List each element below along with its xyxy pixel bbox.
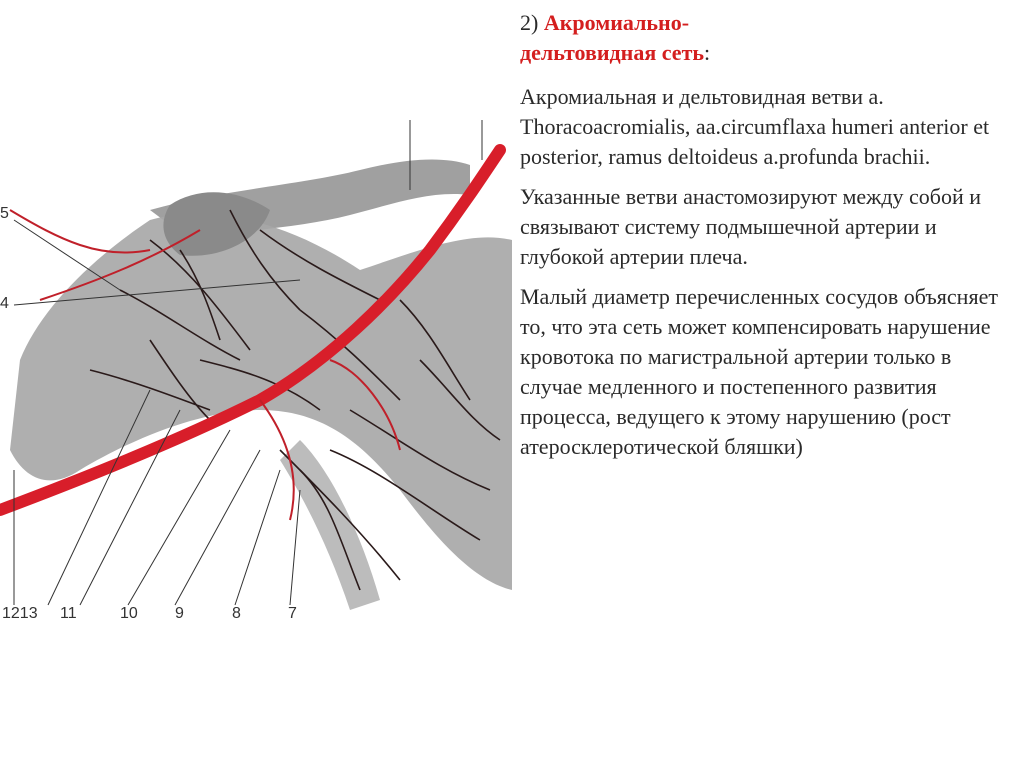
paragraph-anastomoses: Указанные ветви анастомозируют между собой и связывают систему подмышечной артерии и глубокой артерии плеча.: [520, 184, 982, 269]
figure-label-1213: 1213: [2, 605, 38, 620]
figure-label-5: 5: [0, 205, 9, 222]
figure-label-7: 7: [288, 605, 297, 620]
heading-title-line2: дельтовидная сеть: [520, 40, 705, 65]
heading-title-line1: Акромиально-: [543, 10, 690, 35]
heading-number: 2): [520, 10, 539, 35]
heading-colon: :: [704, 40, 711, 65]
figure-label-4: 4: [0, 295, 9, 312]
shoulder-vessels-drawing: [0, 110, 512, 620]
figure-label-8: 8: [232, 605, 241, 620]
paragraph-branches: Акромиальная и дельтовидная ветви a. Thoracoacromialis, aa.circumflaxa humeri anterior et posterior, ramus deltoideus a.profunda brachii.: [520, 84, 990, 169]
text-column: [520, 8, 1010, 472]
figure-label-10: 10: [120, 605, 138, 620]
figure-label-9: 9: [175, 605, 184, 620]
figure-label-11: 11: [60, 605, 77, 620]
section-heading: [520, 8, 1010, 68]
anatomy-illustration: [0, 110, 512, 620]
paragraph-compensation: Малый диаметр перечисленных сосудов объясняет то, что эта сеть может компенсировать нарушение кровотока по магистральной артерии только в случае медленного и постепенного развития процесса, ведущего к этому нарушению (рост атеросклеротической бляшки): [520, 284, 998, 459]
